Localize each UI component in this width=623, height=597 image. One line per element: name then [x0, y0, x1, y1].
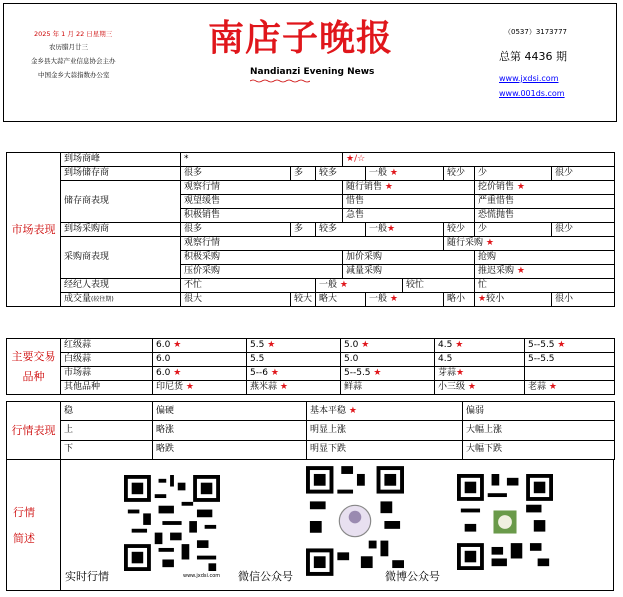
star-icon: ★: [173, 340, 182, 350]
table-cell: 少: [475, 223, 552, 237]
table-cell: 燕米蒜 ★: [247, 381, 341, 395]
star-icon: ★: [516, 182, 525, 192]
table-cell: 减量采购: [343, 265, 475, 279]
table-cell: 一般 ★: [316, 279, 403, 293]
table-cell: 印尼货 ★: [153, 381, 247, 395]
table-cell: 多: [291, 167, 316, 181]
table-cell: 5--5.5 ★: [341, 367, 435, 381]
qr-watermark: www.jxdsi.com: [183, 573, 221, 579]
table-cell: 5.5 ★: [247, 339, 341, 353]
table-cell: 明显下跌: [307, 440, 463, 459]
table-cell: 较多: [316, 167, 366, 181]
table-cell: 积极采购: [181, 251, 343, 265]
row-red-garlic: [7, 339, 615, 353]
table-cell: 芽蒜★: [435, 367, 525, 381]
star-icon: ★: [478, 294, 487, 304]
table-cell: 到场采购商: [61, 223, 181, 237]
subtitle-underline: [250, 79, 310, 83]
star-icon: ★: [279, 382, 288, 392]
lunar-date: 农历腊月廿三: [49, 43, 88, 51]
row-broker: [7, 279, 615, 293]
table-cell: 推迟采购 ★: [475, 265, 615, 279]
row-buyer-arrivals: [7, 223, 615, 237]
table-cell: 下: [61, 440, 153, 459]
table-cell: 6.0 ★: [153, 367, 247, 381]
trend-table: [6, 401, 615, 460]
table-cell: 老蒜 ★: [525, 381, 615, 395]
table-cell: 一般★: [366, 223, 444, 237]
table-cell: ★较小: [475, 293, 552, 307]
table-cell: 4.5 ★: [435, 339, 525, 353]
table-cell: 观察行情: [181, 181, 343, 195]
star-icon: ★: [339, 280, 348, 290]
label-buyer-behavior: 采购商表现: [61, 237, 181, 279]
table-cell: 一般 ★: [366, 293, 444, 307]
table-cell: 其他品种: [61, 381, 153, 395]
table-cell: [525, 367, 615, 381]
table-cell: 4.5: [435, 353, 525, 367]
table-cell: 大幅上涨: [463, 421, 615, 440]
label-storage-behavior: 储存商表现: [61, 181, 181, 223]
row-trend-down: [7, 440, 615, 459]
section-varieties: 主要交易品种: [7, 339, 61, 395]
row-storage-behavior-1: [7, 181, 615, 195]
star-icon: ★: [485, 238, 494, 248]
table-cell: 5--5.5: [525, 353, 615, 367]
table-cell: 观察行情: [181, 237, 444, 251]
table-cell: 偏硬: [153, 402, 307, 421]
star-icon: ★: [267, 340, 276, 350]
caption-weibo: 微博公众号: [385, 570, 440, 583]
table-cell: 很多: [181, 167, 291, 181]
table-cell: 鲜蒜: [341, 381, 435, 395]
table-cell: 经纪人表现: [61, 279, 181, 293]
table-cell: 很少: [552, 167, 615, 181]
table-cell: 略大: [316, 293, 366, 307]
star-icon: ★: [389, 294, 398, 304]
sponsor-line: 金乡县大蒜产业信息协会主办: [31, 57, 116, 65]
table-cell: 偏弱: [463, 402, 615, 421]
star-icon: ★: [373, 368, 382, 378]
star-icon: ★: [516, 266, 525, 276]
row-other-varieties: [7, 381, 615, 395]
table-cell: 略涨: [153, 421, 307, 440]
table-cell: 白级蒜: [61, 353, 153, 367]
table-cell: 随行采购 ★: [444, 237, 615, 251]
varieties-trend-table: [6, 338, 615, 395]
table-cell: 6.0: [153, 353, 247, 367]
table-cell: 较少: [444, 223, 475, 237]
website-link-2[interactable]: www.001ds.com: [499, 89, 565, 98]
caption-wechat: 微信公众号: [238, 570, 293, 583]
table-cell: 忙: [475, 279, 615, 293]
date-line: 2025 年 1 月 22 日星期三: [34, 30, 113, 38]
row-buyer-behavior-1: [7, 237, 615, 251]
table-cell: 略跌: [153, 440, 307, 459]
table-cell: 较大: [291, 293, 316, 307]
table-cell: 很少: [552, 223, 615, 237]
qr-code-weibo[interactable]: [457, 474, 553, 570]
row-arrival-peak: [7, 153, 615, 167]
table-cell: 较多: [316, 223, 366, 237]
table-cell: 基本平稳 ★: [307, 402, 463, 421]
row-trend-stable: [7, 402, 615, 421]
table-cell: 抢购: [475, 251, 615, 265]
table-cell: 明显上涨: [307, 421, 463, 440]
table-cell: 惜售: [343, 195, 475, 209]
table-cell: 挖价销售 ★: [475, 181, 615, 195]
table-cell: 很多: [181, 223, 291, 237]
table-cell: 5--5.5 ★: [525, 339, 615, 353]
qr-code-realtime[interactable]: [124, 475, 220, 571]
table-cell: 观望缓售: [181, 195, 343, 209]
section-market: 市场表现: [7, 153, 61, 307]
star-icon: ★: [173, 368, 182, 378]
phone-number: （0537）3173777: [504, 28, 567, 36]
star-icon: ★: [387, 224, 396, 234]
star-icon: ★: [384, 182, 393, 192]
table-cell: 恐慌抛售: [475, 209, 615, 223]
table-cell: 5.0 ★: [341, 339, 435, 353]
table-cell: 红级蒜: [61, 339, 153, 353]
row-storage-arrivals: [7, 167, 615, 181]
table-cell: 略小: [444, 293, 475, 307]
star-icon: ★: [348, 405, 357, 416]
table-cell: 一般 ★: [366, 167, 444, 181]
star-icon: ★: [456, 368, 465, 378]
table-cell: 稳: [61, 402, 153, 421]
table-cell: 急售: [343, 209, 475, 223]
row-trend-up: [7, 421, 615, 440]
table-cell: 很小: [552, 293, 615, 307]
row-volume: [7, 293, 615, 307]
table-cell: 5.0: [341, 353, 435, 367]
star-icon: ★: [361, 340, 370, 350]
table-cell: 小三级 ★: [435, 381, 525, 395]
star-icon: ★: [389, 168, 398, 178]
caption-realtime: 实时行情: [65, 570, 109, 583]
table-cell: 不忙: [181, 279, 316, 293]
label-arrival-peak: 到场商峰: [61, 153, 181, 167]
table-cell: 严重惜售: [475, 195, 615, 209]
table-cell: 较忙: [403, 279, 475, 293]
star-icon: ★/☆: [343, 153, 615, 167]
issue-number: 总第 4436 期: [499, 50, 567, 63]
star-icon: ★: [270, 368, 279, 378]
table-cell: 少: [475, 167, 552, 181]
star-icon: ★: [467, 382, 476, 392]
table-cell: 大幅下跌: [463, 440, 615, 459]
table-cell: 随行销售 ★: [343, 181, 475, 195]
table-cell: 上: [61, 421, 153, 440]
newspaper-title: 南店子晚报: [208, 17, 394, 59]
star-icon: ★: [455, 340, 464, 350]
row-market-garlic: [7, 367, 615, 381]
table-cell: 加价采购: [343, 251, 475, 265]
table-cell: 多: [291, 223, 316, 237]
office-line: 中国金乡大蒜指数办公室: [38, 71, 110, 79]
table-cell: *: [181, 153, 343, 167]
star-icon: ★: [557, 340, 566, 350]
table-cell: 积极销售: [181, 209, 343, 223]
table-cell: 到场储存商: [61, 167, 181, 181]
qr-code-wechat[interactable]: [306, 466, 404, 576]
table-cell: 成交量(较往期): [61, 293, 181, 307]
website-link-1[interactable]: www.jxdsi.com: [499, 74, 559, 83]
section-brief: 行情简述: [13, 506, 35, 545]
table-cell: 6.0 ★: [153, 339, 247, 353]
star-icon: ★: [548, 382, 557, 392]
newspaper-subtitle: Nandianzi Evening News: [250, 67, 375, 77]
table-cell: 5.5: [247, 353, 341, 367]
table-cell: 市场蒜: [61, 367, 153, 381]
table-cell: 5--6 ★: [247, 367, 341, 381]
market-report-table: [6, 152, 615, 307]
table-cell: 很大: [181, 293, 291, 307]
table-cell: 较少: [444, 167, 475, 181]
section-trend: 行情表现: [7, 402, 61, 460]
table-cell: 压价采购: [181, 265, 343, 279]
row-white-garlic: [7, 353, 615, 367]
star-icon: ★: [185, 382, 194, 392]
brief-divider: [60, 459, 61, 590]
